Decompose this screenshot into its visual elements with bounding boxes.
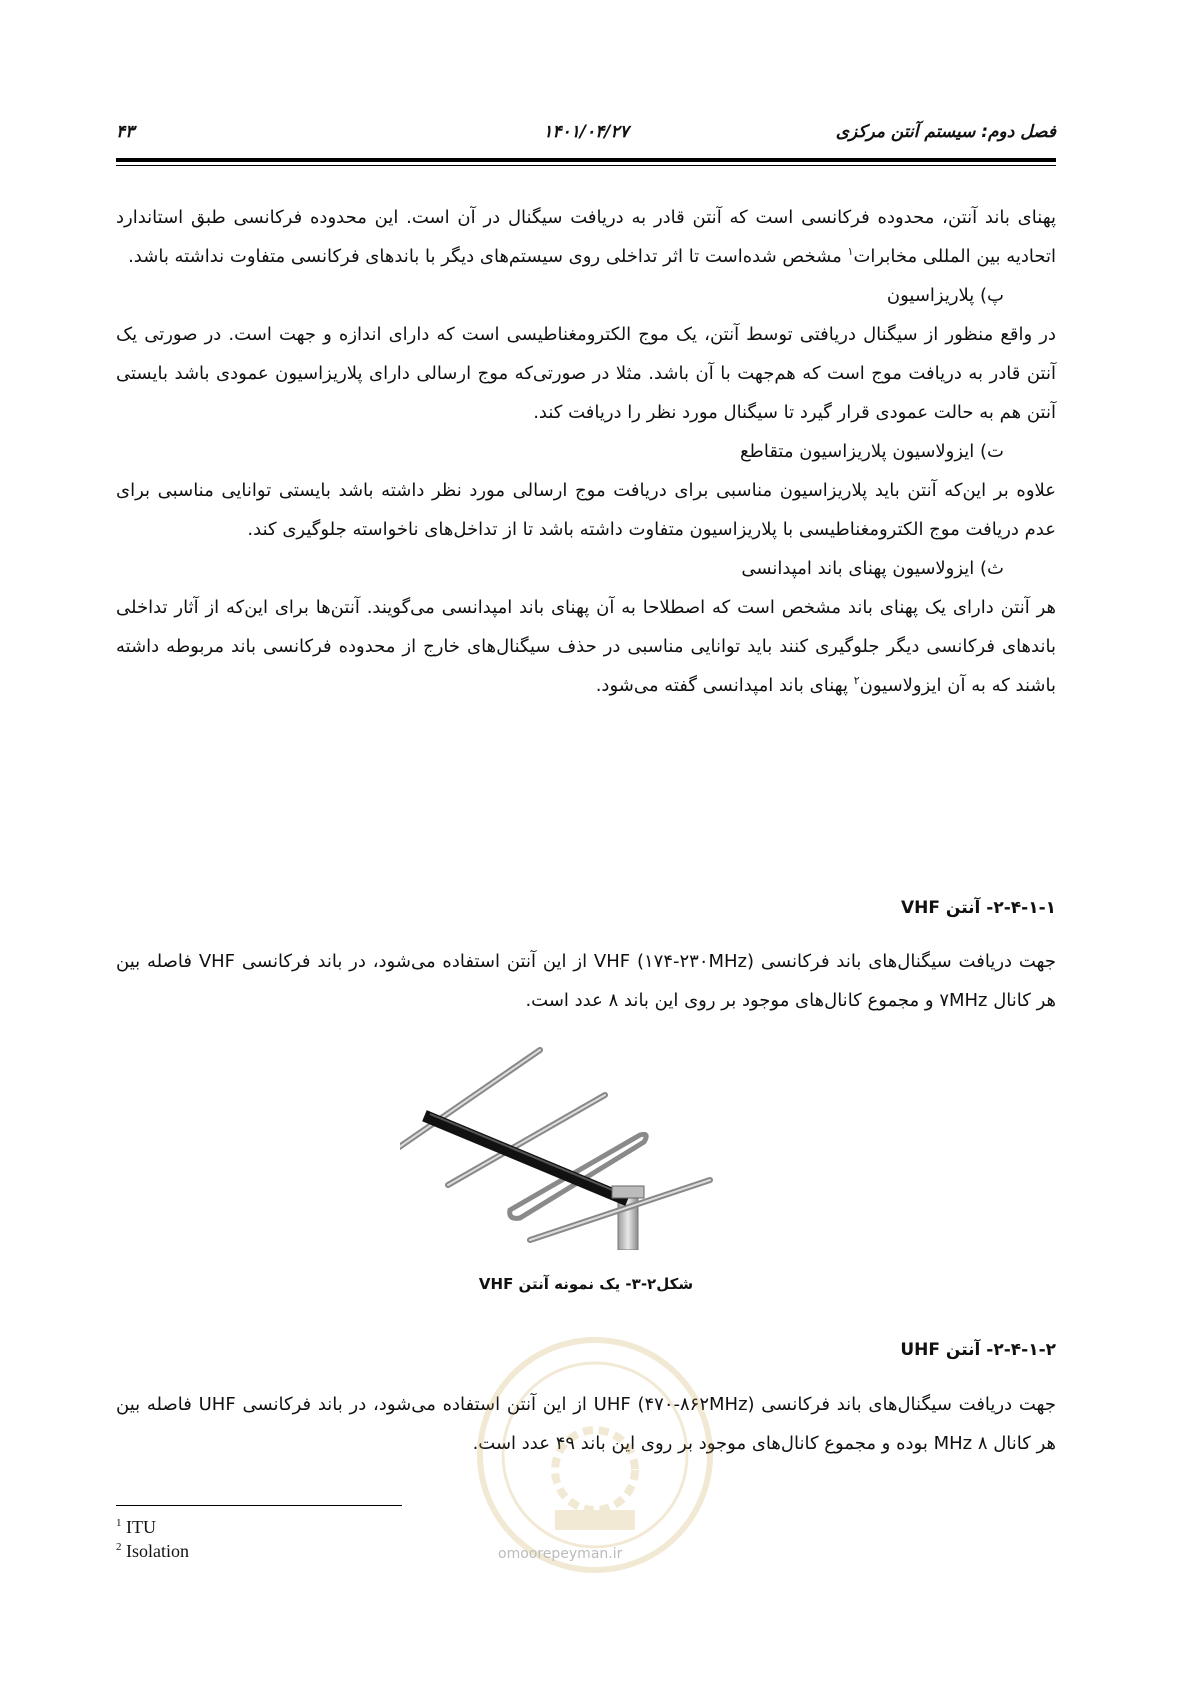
cross-pol-heading: ت) ایزولاسیون پلاریزاسیون متقاطع — [739, 441, 1004, 462]
header-rule-thick — [116, 158, 1056, 162]
footnote-text: Isolation — [126, 1541, 189, 1561]
watermark-site: omoorepeyman.ir — [498, 1546, 623, 1562]
footnote-item — [116, 1515, 189, 1539]
footnote-item — [116, 1539, 189, 1563]
vhf-antenna-figure — [400, 1040, 740, 1250]
vhf-paragraph: جهت دریافت سیگنال‌های باند فرکانسی VHF (۱۷۴-۲۳۰MHz) از این آنتن استفاده می‌شود، در باند فرکانسی VHF فاصله بین هر کانال ۷MHz و مجموع کانال‌های موجود بر روی این باند ۸ عدد است. — [116, 951, 1056, 1011]
footnote-ref-2[interactable]: ۲ — [853, 674, 860, 687]
uhf-paragraph: جهت دریافت سیگنال‌های باند فرکانسی UHF (۴۷۰-۸۶۲MHz) از این آنتن استفاده می‌شود، در باند فرکانسی UHF فاصله بین هر کانال ۸ MHz بوده و مجموع کانال‌های موجود بر روی این باند ۴۹ عدد است. — [116, 1394, 1056, 1454]
iso-bw-paragraph — [116, 588, 1056, 705]
chapter-title: فصل دوم: سیستم آنتن مرکزی — [835, 122, 1056, 142]
uhf-section — [116, 1385, 1056, 1463]
figure-caption: شکل۲-۳- یک نمونه آنتن VHF — [478, 1275, 694, 1293]
footnote-separator — [116, 1505, 402, 1506]
bandwidth-paragraph — [116, 198, 1056, 276]
polarization-paragraph: در واقع منظور از سیگنال دریافتی توسط آنتن، یک موج الکترومغناطیسی است که دارای اندازه و جهت است. در صورتی یک آنتن قادر به دریافت موج است که هم‌جهت با آن باشد. مثلا در صورتی‌که موج ارسالی دارای پلاریزاسیون عمودی باشد بایستی آنتن هم به حالت عمودی قرار گیرد تا سیگنال مورد نظر را دریافت کند. — [116, 324, 1056, 423]
footnote-text: ITU — [126, 1517, 156, 1537]
vhf-heading: ۲-۴-۱-۱- آنتن VHF — [900, 898, 1056, 918]
page-header — [116, 122, 1056, 148]
polarization-heading: پ) پلاریزاسیون — [886, 285, 1004, 306]
footnotes — [116, 1515, 189, 1563]
iso-bw-text-rest: پهنای باند امپدانسی گفته می‌شود. — [595, 675, 848, 696]
footnote-number: 2 — [116, 1541, 122, 1553]
body-text-block — [116, 198, 1056, 705]
iso-bw-heading: ث) ایزولاسیون پهنای باند امپدانسی — [741, 558, 1004, 579]
cross-pol-paragraph: علاوه بر این‌که آنتن باید پلاریزاسیون مناسبی برای دریافت موج ارسالی مورد نظر داشته باشد بایستی توانایی مناسبی برای عدم دریافت موج الکترومغناطیسی با پلاریزاسیون متفاوت داشته باشد تا از تداخل‌های ناخواسته جلوگیری کند. — [116, 480, 1056, 540]
header-rule-thin — [116, 165, 1056, 166]
iso-bw-text: هر آنتن دارای یک پهنای باند مشخص است که اصطلاحا به آن پهنای باند امپدانسی می‌گویند. آنتن‌ها برای این‌که از آثار تداخلی باندهای فرکانسی دیگر جلوگیری کنند باید توانایی مناسبی در حذف سیگنال‌های خارج از محدوده فرکانسی باند مربوطه داشته باشند که به آن ایزولاسیون — [116, 597, 1056, 696]
antenna-boom — [430, 1118, 622, 1198]
header-date: ۱۴۰۱/۰۴/۲۷ — [543, 122, 629, 142]
bandwidth-text: پهنای باند آنتن، محدوده فرکانسی است که آنتن قادر به دریافت سیگنال در آن است. این محدوده فرکانسی طبق استاندارد اتحادیه بین المللی مخابرات — [116, 207, 1056, 267]
mast-clamp — [612, 1186, 644, 1198]
bandwidth-text-rest: مشخص شده‌است تا اثر تداخلی روی سیستم‌های دیگر با باندهای فرکانسی متفاوت نداشته باشد. — [128, 246, 842, 267]
footnote-number: 1 — [116, 1517, 122, 1529]
page-number: ۴۳ — [116, 122, 135, 142]
footnote-ref-1[interactable]: ۱ — [847, 245, 854, 258]
uhf-heading: ۲-۴-۱-۲- آنتن UHF — [900, 1340, 1056, 1360]
vhf-section — [116, 942, 1056, 1020]
